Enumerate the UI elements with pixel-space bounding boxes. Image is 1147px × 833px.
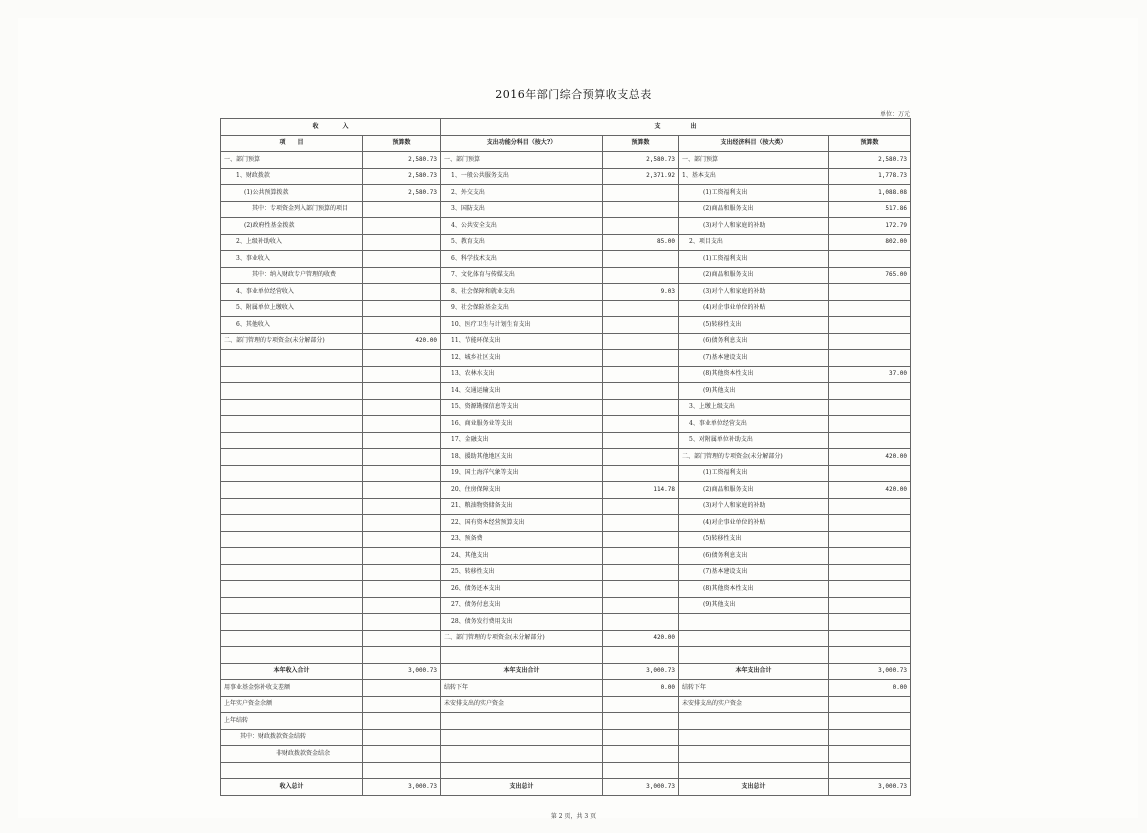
item-label-cell: 4、公共安全支出: [441, 218, 603, 235]
table-row: [221, 746, 911, 763]
item-label-cell: (7)基本建设支出: [679, 564, 829, 581]
table-row: [221, 432, 911, 449]
budget-value-cell: [603, 581, 679, 598]
budget-value-cell: [603, 564, 679, 581]
table-row: [221, 614, 911, 631]
item-label-cell: 收入总计: [221, 779, 363, 796]
unit-label: 单位：万元: [879, 111, 910, 118]
budget-value-cell: 765.00: [829, 267, 911, 284]
budget-value-cell: [363, 498, 441, 515]
item-label-cell: 15、资源勘探信息等支出: [441, 399, 603, 416]
item-label-cell: 26、债务还本支出: [441, 581, 603, 598]
budget-value-cell: [829, 300, 911, 317]
budget-value-cell: [363, 531, 441, 548]
item-label-cell: 5、教育支出: [441, 234, 603, 251]
item-label-cell: [679, 647, 829, 664]
item-label-cell: 一、部门预算: [221, 152, 363, 169]
table-row: [221, 449, 911, 466]
budget-value-cell: 3,000.73: [603, 663, 679, 680]
budget-value-cell: [603, 762, 679, 779]
item-label-cell: 2、上级补助收入: [221, 234, 363, 251]
col-header-budget: 预算数: [363, 135, 441, 152]
item-label-cell: 17、金融支出: [441, 432, 603, 449]
item-label-cell: 二、部门管理的专项资金(未分解部分): [441, 630, 603, 647]
budget-value-cell: [363, 564, 441, 581]
item-label-cell: (2)商品和服务支出: [679, 482, 829, 499]
budget-value-cell: [829, 515, 911, 532]
item-label-cell: 8、社会保障和就业支出: [441, 284, 603, 301]
table-row: [221, 465, 911, 482]
item-label-cell: 9、社会保险基金支出: [441, 300, 603, 317]
item-label-cell: (1)工资福利支出: [679, 185, 829, 202]
item-label-cell: 非财政拨款资金结余: [221, 746, 363, 763]
budget-value-cell: [829, 548, 911, 565]
item-label-cell: (1)工资福利支出: [679, 251, 829, 268]
budget-value-cell: [603, 597, 679, 614]
item-label-cell: (6)债务利息支出: [679, 333, 829, 350]
budget-value-cell: 802.00: [829, 234, 911, 251]
budget-value-cell: 114.78: [603, 482, 679, 499]
table-row: [221, 515, 911, 532]
item-label-cell: [221, 366, 363, 383]
item-label-cell: 1、一般公共服务支出: [441, 168, 603, 185]
item-label-cell: (4)对企事业单位的补贴: [679, 515, 829, 532]
col-header-function: 支出功能分科目（按大?）: [441, 135, 603, 152]
budget-value-cell: [603, 201, 679, 218]
budget-value-cell: [603, 713, 679, 730]
budget-value-cell: [603, 300, 679, 317]
item-label-cell: (2)商品和服务支出: [679, 201, 829, 218]
budget-value-cell: [363, 482, 441, 499]
item-label-cell: 14、交通运输支出: [441, 383, 603, 400]
table-row: [221, 350, 911, 367]
item-label-cell: 6、其他收入: [221, 317, 363, 334]
table-row: [221, 317, 911, 334]
table-row: [221, 234, 911, 251]
budget-value-cell: [363, 515, 441, 532]
table-row: [221, 581, 911, 598]
budget-value-cell: [603, 729, 679, 746]
item-label-cell: 1、财政拨款: [221, 168, 363, 185]
item-label-cell: 3、事业收入: [221, 251, 363, 268]
budget-value-cell: [363, 449, 441, 466]
budget-value-cell: 3,000.73: [603, 779, 679, 796]
table-row: [221, 267, 911, 284]
budget-value-cell: 3,000.73: [829, 663, 911, 680]
item-label-cell: 6、科学技术支出: [441, 251, 603, 268]
budget-value-cell: 85.00: [603, 234, 679, 251]
item-label-cell: (9)其他支出: [679, 383, 829, 400]
item-label-cell: [221, 350, 363, 367]
budget-value-cell: [603, 333, 679, 350]
item-label-cell: 本年支出合计: [441, 663, 603, 680]
budget-value-cell: [829, 416, 911, 433]
expense-group-header: 支 出: [441, 119, 911, 136]
budget-value-cell: [603, 696, 679, 713]
item-label-cell: (5)转移性支出: [679, 531, 829, 548]
table-row: [221, 779, 911, 796]
item-label-cell: [221, 498, 363, 515]
table-column-header-row: [221, 135, 911, 152]
budget-value-cell: [363, 218, 441, 235]
item-label-cell: 19、国土海洋气象等支出: [441, 465, 603, 482]
item-label-cell: 27、债务付息支出: [441, 597, 603, 614]
item-label-cell: [221, 482, 363, 499]
item-label-cell: 本年支出合计: [679, 663, 829, 680]
budget-value-cell: [603, 267, 679, 284]
budget-value-cell: 37.00: [829, 366, 911, 383]
item-label-cell: [679, 762, 829, 779]
item-label-cell: [221, 581, 363, 598]
item-label-cell: [221, 515, 363, 532]
budget-value-cell: [603, 317, 679, 334]
budget-value-cell: [829, 597, 911, 614]
budget-value-cell: [829, 647, 911, 664]
budget-value-cell: [363, 548, 441, 565]
item-label-cell: 3、上缴上级支出: [679, 399, 829, 416]
budget-value-cell: 1,778.73: [829, 168, 911, 185]
item-label-cell: [221, 383, 363, 400]
item-label-cell: 3、国防支出: [441, 201, 603, 218]
item-label-cell: [221, 564, 363, 581]
item-label-cell: [221, 548, 363, 565]
budget-value-cell: [829, 399, 911, 416]
budget-value-cell: [603, 465, 679, 482]
item-label-cell: 一、部门预算: [679, 152, 829, 169]
item-label-cell: 其中：财政拨款资金结转: [221, 729, 363, 746]
table-row: [221, 647, 911, 664]
item-label-cell: 5、附属单位上缴收入: [221, 300, 363, 317]
item-label-cell: 本年收入合计: [221, 663, 363, 680]
budget-value-cell: [829, 465, 911, 482]
table-row: [221, 201, 911, 218]
budget-value-cell: 420.00: [363, 333, 441, 350]
item-label-cell: 上年结转: [221, 713, 363, 730]
budget-value-cell: [363, 267, 441, 284]
budget-value-cell: [363, 366, 441, 383]
item-label-cell: [221, 762, 363, 779]
budget-value-cell: [363, 597, 441, 614]
budget-value-cell: [603, 647, 679, 664]
budget-value-cell: [829, 729, 911, 746]
table-row: [221, 498, 911, 515]
item-label-cell: [679, 713, 829, 730]
budget-value-cell: 3,000.73: [829, 779, 911, 796]
budget-value-cell: 2,580.73: [363, 168, 441, 185]
item-label-cell: [441, 762, 603, 779]
budget-value-cell: 2,580.73: [829, 152, 911, 169]
item-label-cell: [221, 630, 363, 647]
budget-value-cell: [829, 713, 911, 730]
item-label-cell: [221, 465, 363, 482]
item-label-cell: 1、基本支出: [679, 168, 829, 185]
budget-value-cell: [829, 432, 911, 449]
item-label-cell: 其中：专项资金列入部门预算的项目: [221, 201, 363, 218]
budget-value-cell: [363, 746, 441, 763]
table-row: [221, 729, 911, 746]
page-footer: 第 2 页，共 3 页: [550, 813, 597, 820]
budget-value-cell: 3,000.73: [363, 779, 441, 796]
budget-value-cell: [829, 383, 911, 400]
item-label-cell: 2、项目支出: [679, 234, 829, 251]
table-row: [221, 284, 911, 301]
item-label-cell: (3)对个人和家庭的补助: [679, 284, 829, 301]
budget-value-cell: [603, 746, 679, 763]
budget-value-cell: [363, 317, 441, 334]
budget-value-cell: 2,371.92: [603, 168, 679, 185]
table-row: [221, 663, 911, 680]
budget-value-cell: [363, 234, 441, 251]
item-label-cell: 4、事业单位经营收入: [221, 284, 363, 301]
item-label-cell: (8)其他资本性支出: [679, 581, 829, 598]
budget-value-cell: [363, 432, 441, 449]
item-label-cell: 11、节能环保支出: [441, 333, 603, 350]
budget-value-cell: [363, 201, 441, 218]
budget-value-cell: [603, 350, 679, 367]
budget-value-cell: [363, 696, 441, 713]
col-header-budget2: 预算数: [603, 135, 679, 152]
item-label-cell: [679, 729, 829, 746]
budget-value-cell: 1,088.08: [829, 185, 911, 202]
budget-value-cell: [603, 366, 679, 383]
budget-value-cell: [363, 729, 441, 746]
budget-value-cell: 2,580.73: [603, 152, 679, 169]
item-label-cell: 21、粮油物资储备支出: [441, 498, 603, 515]
budget-value-cell: [829, 614, 911, 631]
table-row: [221, 218, 911, 235]
table-row: [221, 548, 911, 565]
budget-value-cell: 0.00: [603, 680, 679, 697]
item-label-cell: (5)转移性支出: [679, 317, 829, 334]
item-label-cell: [441, 647, 603, 664]
item-label-cell: [221, 449, 363, 466]
item-label-cell: (1)公共预算拨款: [221, 185, 363, 202]
budget-value-cell: 2,580.73: [363, 152, 441, 169]
table-row: [221, 482, 911, 499]
item-label-cell: 22、国有资本经营预算支出: [441, 515, 603, 532]
budget-value-cell: [603, 185, 679, 202]
budget-value-cell: [829, 284, 911, 301]
budget-value-cell: [363, 284, 441, 301]
item-label-cell: [221, 614, 363, 631]
budget-value-cell: [829, 762, 911, 779]
item-label-cell: 23、预备费: [441, 531, 603, 548]
item-label-cell: [221, 416, 363, 433]
table-row: [221, 251, 911, 268]
budget-value-cell: [363, 300, 441, 317]
item-label-cell: [221, 432, 363, 449]
item-label-cell: 24、其他支出: [441, 548, 603, 565]
budget-value-cell: [603, 548, 679, 565]
table-row: [221, 762, 911, 779]
item-label-cell: 未安排支出的实户资金: [441, 696, 603, 713]
item-label-cell: 二、部门管理的专项资金(未分解部分): [221, 333, 363, 350]
budget-value-cell: [603, 515, 679, 532]
table-row: [221, 630, 911, 647]
budget-value-cell: [603, 531, 679, 548]
col-header-economic: 支出经济科目（按大类）: [679, 135, 829, 152]
table-row: [221, 696, 911, 713]
budget-value-cell: [603, 614, 679, 631]
table-row: [221, 185, 911, 202]
item-label-cell: 结转下年: [441, 680, 603, 697]
table-row: [221, 713, 911, 730]
item-label-cell: 用事业基金弥补收支差额: [221, 680, 363, 697]
item-label-cell: 25、转移性支出: [441, 564, 603, 581]
budget-value-cell: [829, 531, 911, 548]
item-label-cell: [679, 614, 829, 631]
item-label-cell: 一、部门预算: [441, 152, 603, 169]
budget-value-cell: [603, 399, 679, 416]
budget-value-cell: [363, 762, 441, 779]
budget-value-cell: 172.79: [829, 218, 911, 235]
budget-value-cell: [363, 680, 441, 697]
item-label-cell: [441, 729, 603, 746]
table-group-header-row: [221, 119, 911, 136]
item-label-cell: (8)其他资本性支出: [679, 366, 829, 383]
budget-value-cell: [363, 383, 441, 400]
budget-value-cell: [363, 350, 441, 367]
budget-value-cell: [603, 383, 679, 400]
item-label-cell: 2、外交支出: [441, 185, 603, 202]
budget-value-cell: [829, 251, 911, 268]
budget-value-cell: 517.86: [829, 201, 911, 218]
table-row: [221, 416, 911, 433]
budget-value-cell: 3,000.73: [363, 663, 441, 680]
item-label-cell: (1)工资福利支出: [679, 465, 829, 482]
budget-summary-table: [220, 118, 911, 796]
budget-value-cell: [829, 630, 911, 647]
budget-value-cell: [829, 317, 911, 334]
budget-value-cell: [363, 399, 441, 416]
budget-value-cell: [829, 564, 911, 581]
budget-value-cell: 9.03: [603, 284, 679, 301]
item-label-cell: 未安排支出的实户资金: [679, 696, 829, 713]
budget-value-cell: [829, 581, 911, 598]
budget-value-cell: [363, 630, 441, 647]
budget-value-cell: [603, 218, 679, 235]
budget-value-cell: 2,580.73: [363, 185, 441, 202]
budget-value-cell: [829, 746, 911, 763]
item-label-cell: 4、事业单位经营支出: [679, 416, 829, 433]
item-label-cell: (4)对企事业单位的补贴: [679, 300, 829, 317]
item-label-cell: (6)债务利息支出: [679, 548, 829, 565]
budget-value-cell: [603, 449, 679, 466]
item-label-cell: [221, 399, 363, 416]
item-label-cell: 10、医疗卫生与计划生育支出: [441, 317, 603, 334]
item-label-cell: (7)基本建设支出: [679, 350, 829, 367]
item-label-cell: 支出总计: [679, 779, 829, 796]
budget-value-cell: [603, 498, 679, 515]
budget-value-cell: [363, 251, 441, 268]
item-label-cell: 上年实户资金余额: [221, 696, 363, 713]
budget-value-cell: [829, 333, 911, 350]
table-row: [221, 680, 911, 697]
item-label-cell: 18、援助其他地区支出: [441, 449, 603, 466]
item-label-cell: [679, 630, 829, 647]
income-group-header: 收 入: [221, 119, 441, 136]
item-label-cell: (2)政府性基金拨款: [221, 218, 363, 235]
budget-value-cell: 420.00: [829, 482, 911, 499]
item-label-cell: [221, 531, 363, 548]
table-row: [221, 366, 911, 383]
table-row: [221, 383, 911, 400]
budget-value-cell: 420.00: [603, 630, 679, 647]
table-row: [221, 564, 911, 581]
item-label-cell: (9)其他支出: [679, 597, 829, 614]
budget-value-cell: [363, 581, 441, 598]
item-label-cell: [441, 713, 603, 730]
item-label-cell: 28、债务发行费用支出: [441, 614, 603, 631]
item-label-cell: (3)对个人和家庭的补助: [679, 218, 829, 235]
budget-value-cell: [829, 696, 911, 713]
item-label-cell: [679, 746, 829, 763]
table-row: [221, 399, 911, 416]
item-label-cell: (2)商品和服务支出: [679, 267, 829, 284]
budget-value-cell: [363, 713, 441, 730]
table-row: [221, 597, 911, 614]
item-label-cell: 结转下年: [679, 680, 829, 697]
budget-value-cell: [363, 614, 441, 631]
item-label-cell: 13、农林水支出: [441, 366, 603, 383]
table-row: [221, 152, 911, 169]
budget-value-cell: [363, 465, 441, 482]
item-label-cell: 二、部门管理的专项资金(未分解部分): [679, 449, 829, 466]
item-label-cell: 5、对附属单位补助支出: [679, 432, 829, 449]
item-label-cell: (3)对个人和家庭的补助: [679, 498, 829, 515]
budget-value-cell: 420.00: [829, 449, 911, 466]
budget-value-cell: [363, 647, 441, 664]
budget-value-cell: [603, 251, 679, 268]
budget-value-cell: [829, 498, 911, 515]
budget-value-cell: [603, 432, 679, 449]
item-label-cell: 16、商业服务业等支出: [441, 416, 603, 433]
budget-value-cell: 0.00: [829, 680, 911, 697]
item-label-cell: 支出总计: [441, 779, 603, 796]
item-label-cell: [441, 746, 603, 763]
item-label-cell: 20、住房保障支出: [441, 482, 603, 499]
table-row: [221, 333, 911, 350]
table-row: [221, 300, 911, 317]
table-row: [221, 168, 911, 185]
page-title: 2016年部门综合预算收支总表: [495, 88, 652, 101]
item-label-cell: [221, 647, 363, 664]
item-label-cell: 12、城乡社区支出: [441, 350, 603, 367]
table-row: [221, 531, 911, 548]
item-label-cell: 7、文化体育与传媒支出: [441, 267, 603, 284]
budget-value-cell: [829, 350, 911, 367]
col-header-item: 项 目: [221, 135, 363, 152]
item-label-cell: 其中：纳入财政专户管理的收费: [221, 267, 363, 284]
col-header-budget3: 预算数: [829, 135, 911, 152]
budget-value-cell: [603, 416, 679, 433]
item-label-cell: [221, 597, 363, 614]
budget-value-cell: [363, 416, 441, 433]
